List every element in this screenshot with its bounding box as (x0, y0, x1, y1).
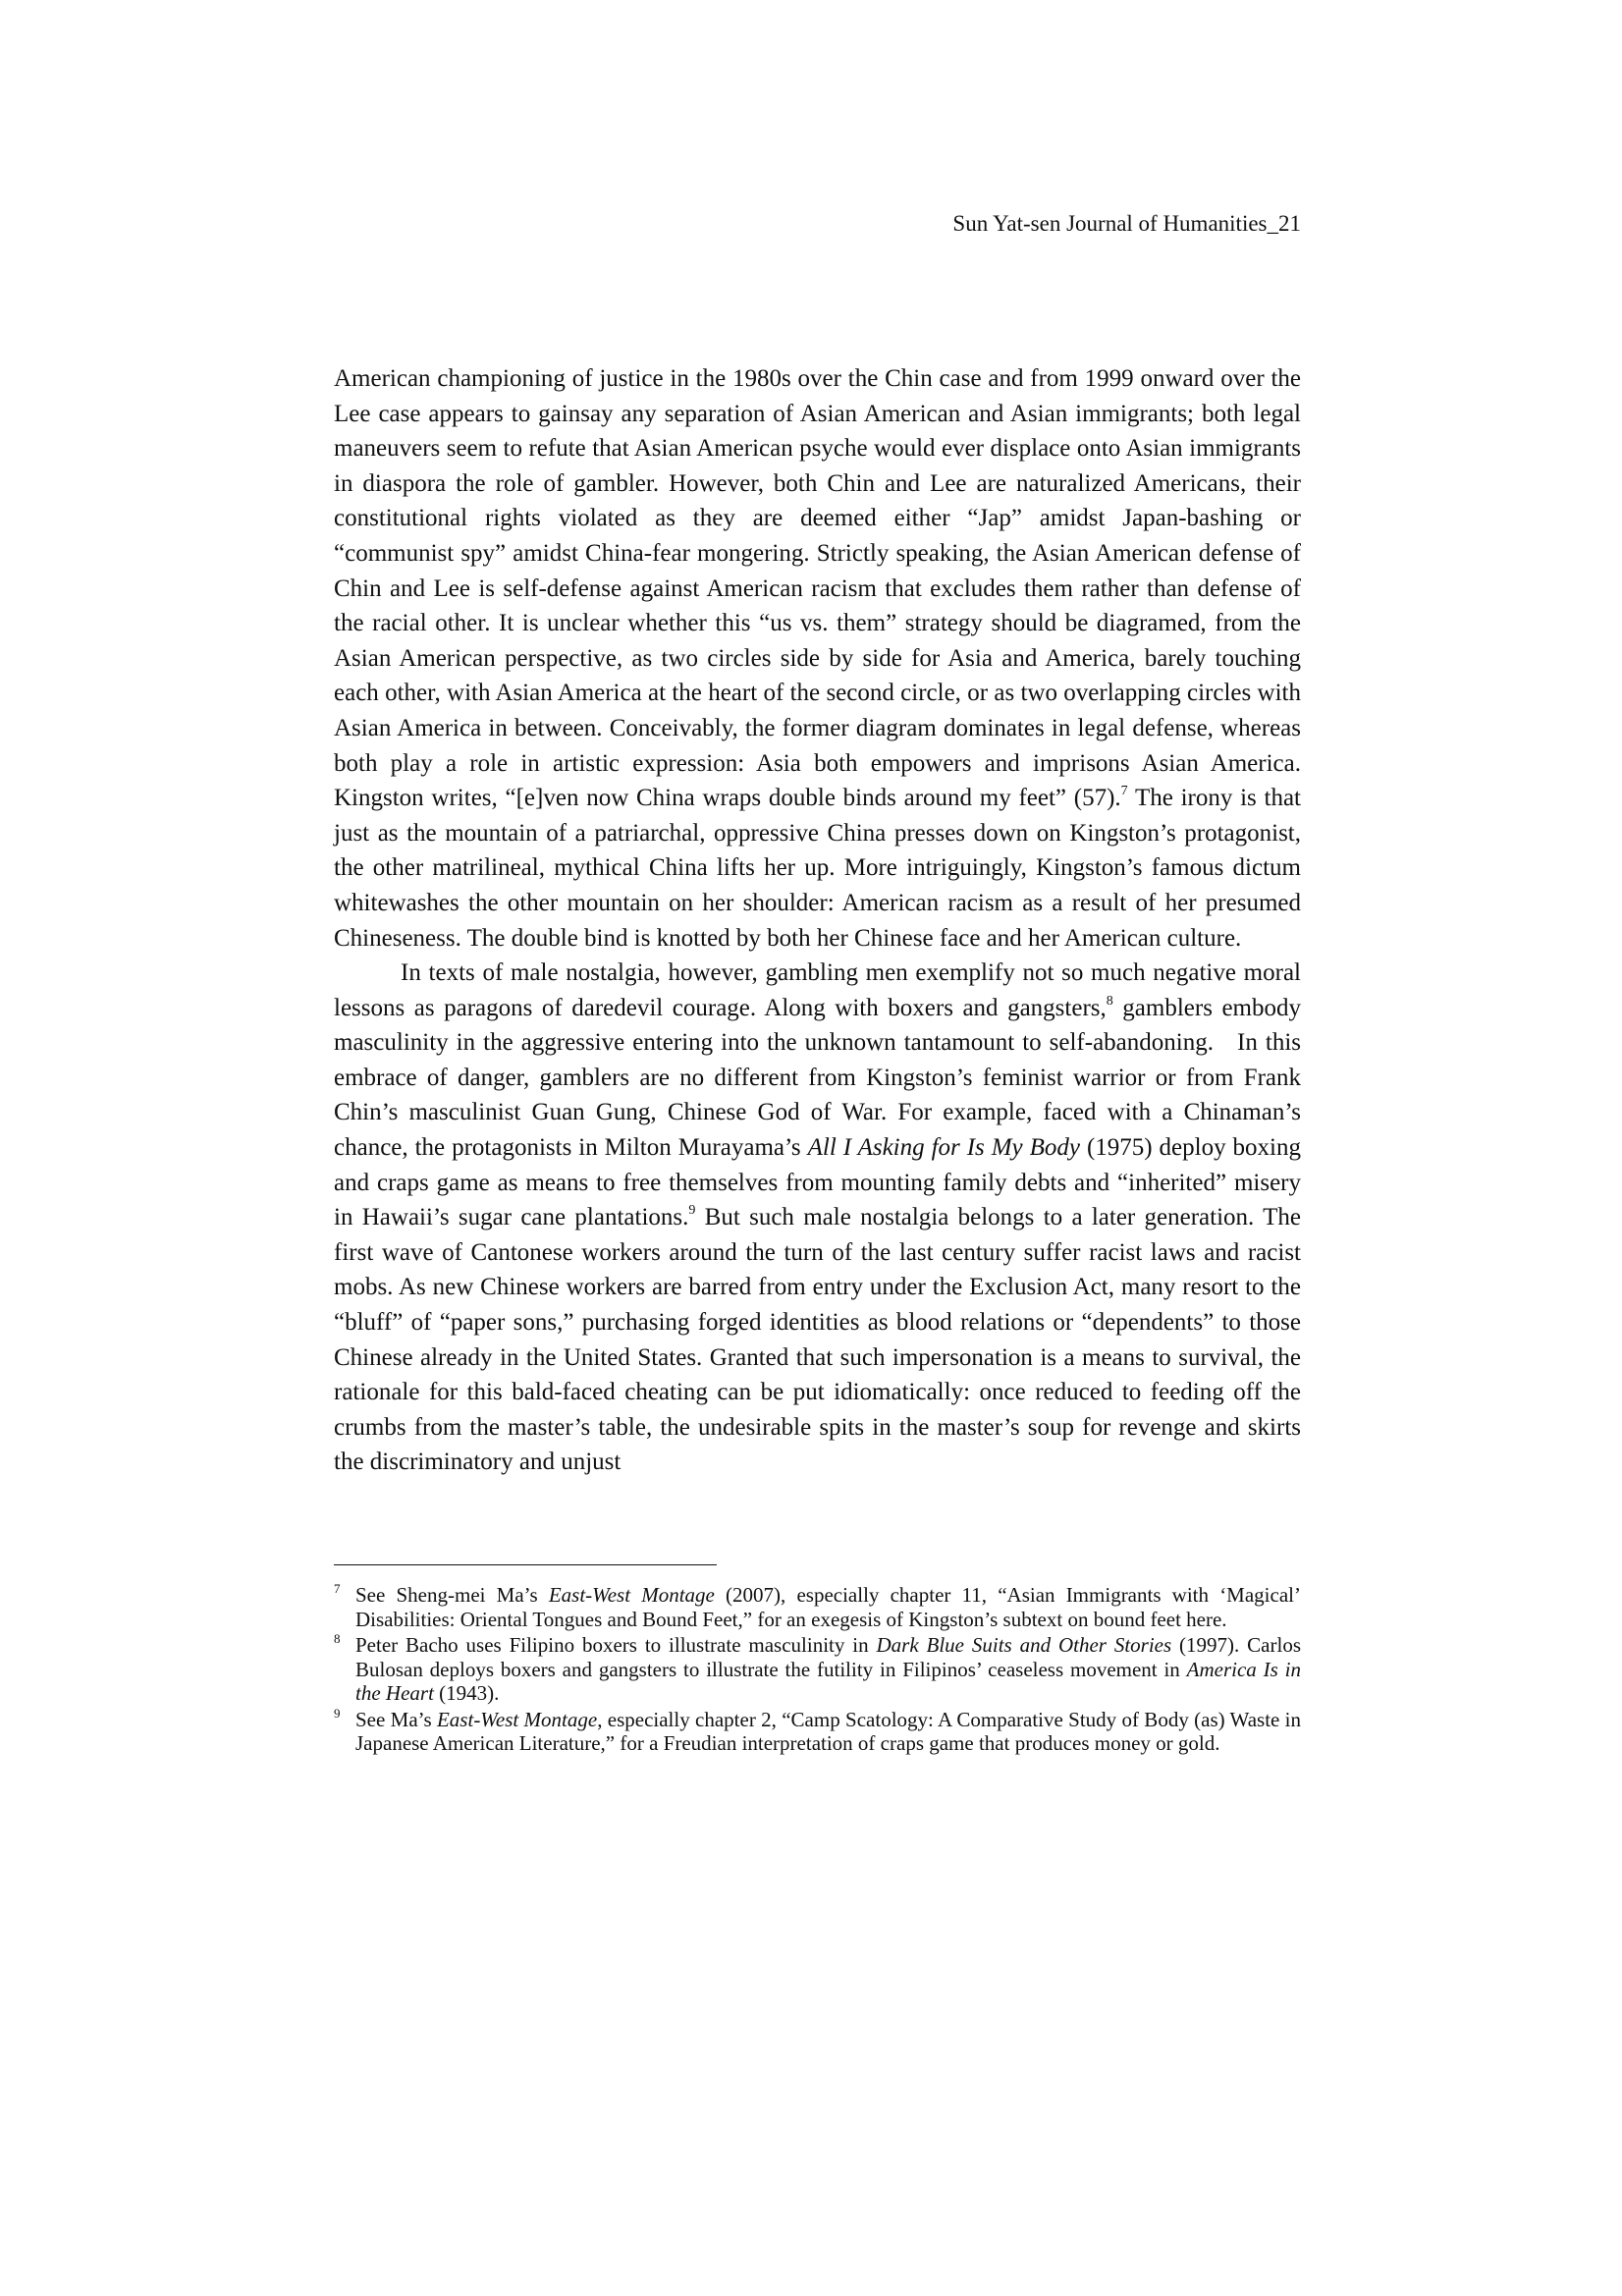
footnote-book-title: East-West Montage (548, 1583, 715, 1607)
main-body-text (334, 361, 1301, 1480)
paragraph-2-text-c: (1975) deploy boxing and craps game as means to free themselves from mounting family debts and “inherited” misery in Hawaii’s sugar cane plantations. (334, 1134, 1301, 1231)
footnote-9 (334, 1705, 1302, 1756)
footnote-book-title: America Is in the Heart (355, 1657, 1301, 1705)
footnote-ref-7: 7 (1120, 784, 1128, 799)
paragraph-2-text-d: But such male nostalgia belongs to a later generation. The first wave of Cantonese workers around the turn of the last century suffer racist laws and racist mobs. As new Chinese workers are barred from entry under the Exclusion Act, many resort to the “bluff” of “paper sons,” purchasing forged identities as blood relations or “dependents” to those Chinese already in the United States. Granted that such impersonation is a means to survival, the rationale for this bald-faced cheating can be put idiomatically: once reduced to feeding off the crumbs from the master’s table, the undesirable spits in the master’s soup for revenge and skirts the discriminatory and unjust (334, 1204, 1301, 1476)
paragraph-2-text-a: In texts of male nostalgia, however, gambling men exemplify not so much negative moral lessons as paragons of daredevil courage. Along with boxers and gangsters, (334, 959, 1301, 1021)
paragraph-1-text-a: American championing of justice in the 1980s over the Chin case and from 1999 onward over the Lee case appears to gainsay any separation of Asian American and Asian immigrants; both legal maneuvers seem to refute that Asian American psyche would ever displace onto Asian immigrants in diaspora the role of gambler. However, both Chin and Lee are naturalized Americans, their constitutional rights violated as they are deemed either “Jap” amidst Japan-bashing or “communist spy” amidst China-fear mongering. Strictly speaking, the Asian American defense of Chin and Lee is self-defense against American racism that excludes them rather than defense of the racial other. It is unclear whether this “us vs. them” strategy should be diagramed, from the Asian American perspective, as two circles side by side for Asia and America, barely touching each other, with Asian America at the heart of the second circle, or as two overlapping circles with Asian America in between. Conceivably, the former diagram dominates in legal defense, whereas both play a role in artistic expression: Asia both empowers and imprisons Asian America. Kingston writes, “[e]ven now China wraps double binds around my feet” (57). (334, 365, 1301, 812)
footnote-separator (334, 1564, 717, 1565)
footnote-text: , especially chapter 2, “Camp Scatology: A Comparative Study of Body (as) Waste in Japanese American Literature,” for a Freudian interpretation of craps game that produces money or gold. (355, 1707, 1302, 1755)
footnote-book-title: Dark Blue Suits and Other Stories (876, 1633, 1172, 1657)
footnote-8 (334, 1633, 1301, 1706)
footnote-7 (334, 1583, 1301, 1631)
footnote-ref-9: 9 (688, 1203, 696, 1219)
paragraph-1-text-b: The irony is that just as the mountain of a patriarchal, oppressive China presses down on Kingston’s protagonist, the other matrilineal, mythical China lifts her up. More intriguingly, Kingston’s famous dictum whitewashes the other mountain on her shoulder: American racism as a result of her presumed Chineseness. The double bind is knotted by both her Chinese face and her American culture. (334, 785, 1301, 952)
paragraph-2 (334, 956, 1301, 1480)
footnote-number: 8 (334, 1631, 341, 1646)
footnote-text: (2007), especially chapter 11, “Asian Immigrants with ‘Magical’ Disabilities: Oriental Tongues and Bound Feet,” for an exegesis of Kingston’s subtext on bound feet here. (355, 1583, 1301, 1631)
footnote-text: (1943). (433, 1681, 500, 1705)
footnotes (334, 1583, 1301, 1758)
footnote-text: See Ma’s (355, 1707, 437, 1731)
footnote-text: (1997). Carlos Bulosan deploys boxers and gangsters to illustrate the futility in Filipinos’ ceaseless movement in (355, 1633, 1301, 1681)
book-title-all-i-asking: All I Asking for Is My Body (807, 1134, 1080, 1162)
running-header: Sun Yat-sen Journal of Humanities_21 (952, 211, 1301, 236)
paragraph-1 (334, 361, 1301, 956)
footnote-text: See Sheng-mei Ma’s (355, 1583, 549, 1607)
footnote-text: Peter Bacho uses Filipino boxers to illustrate masculinity in (355, 1633, 877, 1657)
footnote-ref-8: 8 (1106, 993, 1113, 1009)
footnote-book-title: East-West Montage (436, 1707, 598, 1731)
footnote-number: 9 (334, 1705, 341, 1721)
footnote-number: 7 (334, 1581, 341, 1596)
paragraph-2-text-b: gamblers embody masculinity in the aggressive entering into the unknown tantamount to self-abandoning. In this embrace of danger, gamblers are no different from Kingston’s feminist warrior or from Frank Chin’s masculinist Guan Gung, Chinese God of War. For example, faced with a Chinaman’s chance, the protagonists in Milton Murayama’s (334, 994, 1302, 1162)
